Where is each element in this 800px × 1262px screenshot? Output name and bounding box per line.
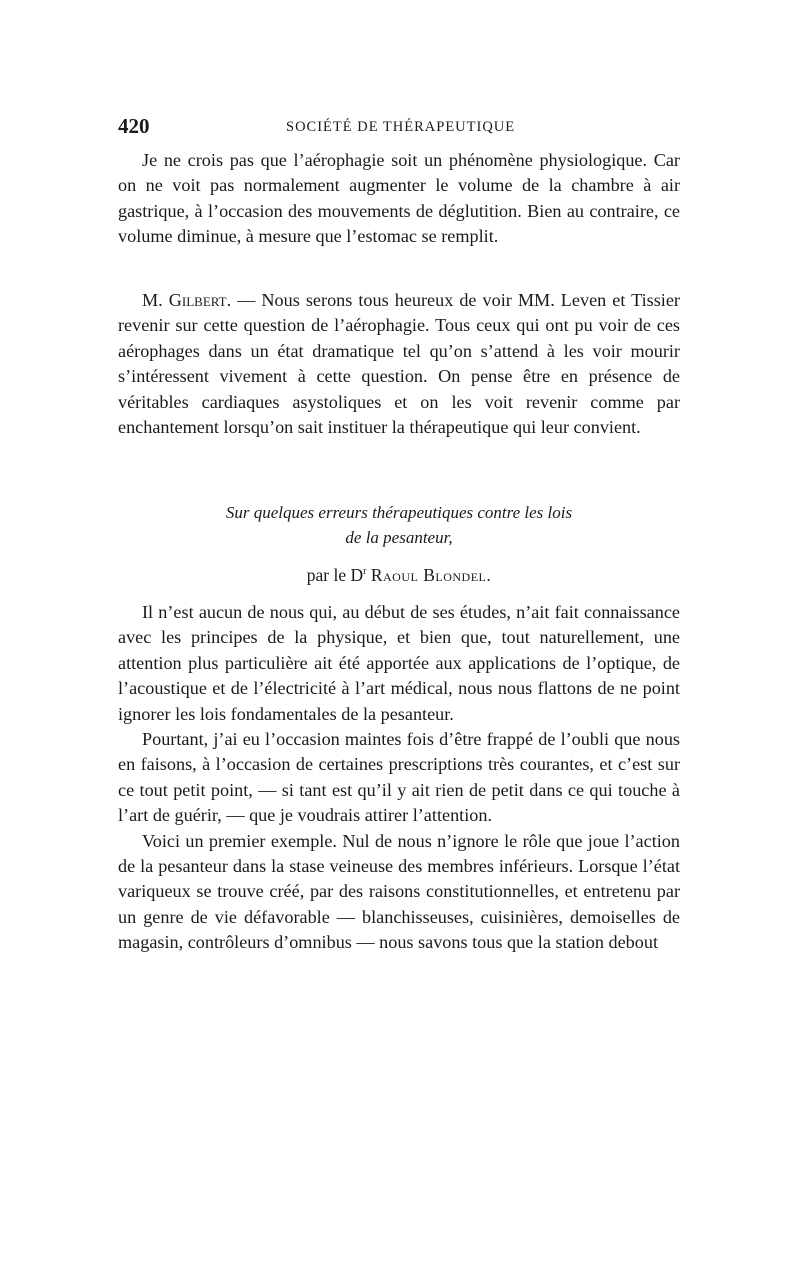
running-title: SOCIÉTÉ DE THÉRAPEUTIQUE bbox=[286, 119, 516, 135]
gilbert-text: — Nous serons tous heureux de voir MM. Leven et Tissier revenir sur cette question de l’aérophagie. Tous ceux qui ont pu voir de ces aérophages dans un état dramatique tel qu’on s’attend à les voir mourir s’intéressent vivement à cette question. On pense être en présence de véritables cardiaques asystoliques et on les voit revenir comme par enchantement lorsqu’on sait instituer la thérapeutique qui leur convient. bbox=[118, 290, 680, 438]
gilbert-paragraph bbox=[118, 288, 680, 440]
article-paragraph-3: Voici un premier exemple. Nul de nous n’ignore le rôle que joue l’action de la pesanteur dans la stase veineuse des membres inférieurs. Lorsque l’état variqueux se trouve créé, par des raisons constitutionnelles, et entretenu par un genre de vie défavorable — blanchisseuses, cuisinières, demoiselles de magasin, contrôleurs d’omnibus — nous savons tous que la station debout bbox=[118, 830, 680, 953]
article-title-line-1: Sur quelques erreurs thérapeutiques contre les lois bbox=[225, 503, 573, 522]
article-paragraph-1: Il n’est aucun de nous qui, au début de ses études, n’ait fait connaissance avec les principes de la physique, et bien que, tout naturellement, une attention plus particulière ait été apportée aux applications de l’optique, de l’acoustique et de l’électricité à l’art médical, nous nous flattons de ne point ignorer les lois fondamentales de la pesanteur. bbox=[118, 602, 680, 724]
byline-prefix: par le D bbox=[306, 564, 364, 585]
article-paragraph-2: Pourtant, j’ai eu l’occasion maintes fois d’être frappé de l’oubli que nous en faisons, à l’occasion de certaines prescriptions très courantes, et c’est sur ce tout petit point, — si tant est qu’il y ait rien de petit dans ce qui touche à l’art de guérir, — que je voudrais attirer l’attention. bbox=[118, 729, 680, 826]
speaker-name: M. Gilbert. bbox=[142, 290, 232, 310]
gilbert-remarks-block bbox=[118, 288, 680, 440]
article-body bbox=[118, 600, 680, 956]
byline-sup: r bbox=[363, 566, 367, 577]
article-title bbox=[118, 500, 680, 550]
author-name: Raoul Blondel. bbox=[370, 564, 492, 585]
running-head bbox=[118, 114, 678, 144]
page-number: 420 bbox=[118, 114, 150, 138]
discussion-text-block bbox=[118, 148, 680, 250]
intro-paragraph: Je ne crois pas que l’aérophagie soit un phénomène physiologique. Car on ne voit pas normalement augmenter le volume de la chambre à air gastrique, à l’occasion des mouvements de déglutition. Bien au contraire, ce volume diminue, à mesure que l’estomac se remplit. bbox=[118, 150, 680, 247]
article-byline bbox=[118, 559, 680, 588]
article-title-line-2: de la pesanteur, bbox=[345, 528, 453, 547]
